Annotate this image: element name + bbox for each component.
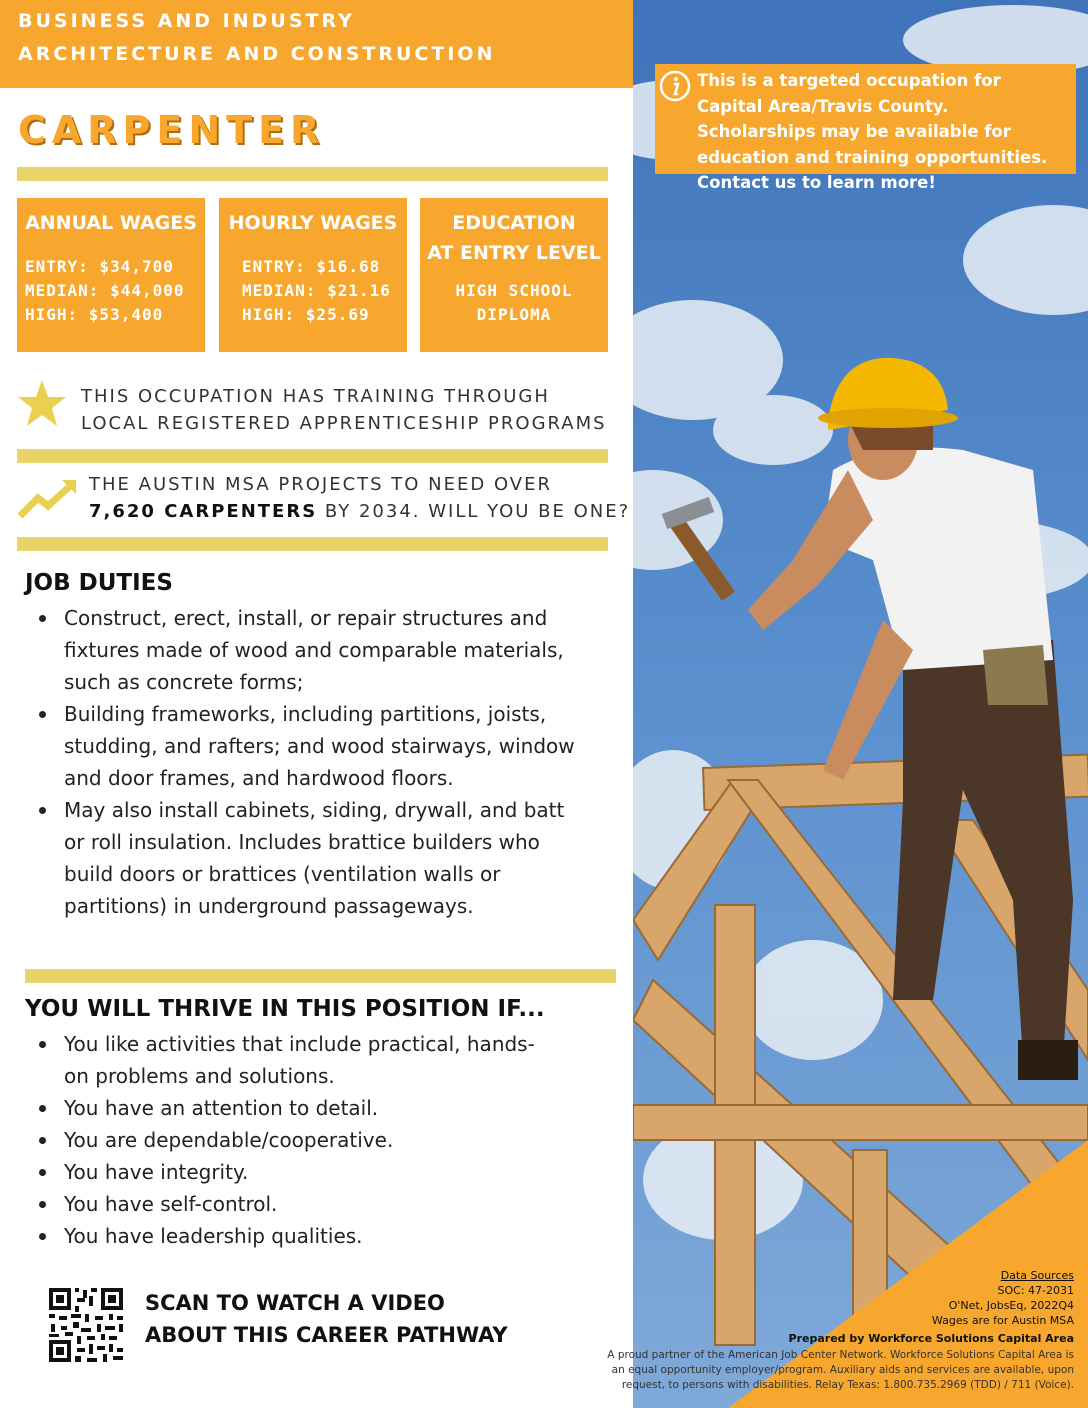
- bullet-dot: [39, 615, 46, 622]
- divider: [25, 969, 616, 983]
- education-heading-2: AT ENTRY LEVEL: [427, 242, 601, 264]
- hourly-wages-high: HIGH: $25.69: [242, 305, 370, 324]
- job-duties-list: [24, 602, 614, 922]
- job-duty-item-line: such as concrete forms;: [64, 670, 304, 694]
- data-sources-link[interactable]: Data Sources: [1000, 1269, 1074, 1282]
- carpenter-photo: [633, 0, 1088, 1408]
- apprenticeship-line-2: LOCAL REGISTERED APPRENTICESHIP PROGRAMS: [81, 413, 607, 434]
- bullet-dot: [39, 1041, 46, 1048]
- thrive-list: [24, 1028, 614, 1252]
- annual-wages-heading: ANNUAL WAGES: [25, 212, 197, 234]
- job-duty-item-line: Building frameworks, including partitions, joists,: [64, 702, 547, 726]
- scan-line-2: ABOUT THIS CAREER PATHWAY: [145, 1323, 508, 1347]
- scholarship-notice: [655, 64, 1076, 192]
- divider: [17, 537, 608, 551]
- partner-text-2: an equal opportunity employer/program. Auxiliary aids and services are available, upon: [611, 1364, 1074, 1376]
- divider: [17, 449, 608, 463]
- job-duty-item-line: partitions) in underground passageways.: [64, 894, 474, 918]
- hourly-wages-box: [219, 198, 407, 352]
- bullet-dot: [39, 807, 46, 814]
- divider: [17, 167, 608, 181]
- hourly-wages-entry: ENTRY: $16.68: [242, 257, 381, 276]
- thrive-item: [24, 1156, 614, 1188]
- prepared-by: Prepared by Workforce Solutions Capital Area: [788, 1332, 1074, 1345]
- header-category: BUSINESS AND INDUSTRY: [18, 10, 355, 32]
- thrive-item-line: on problems and solutions.: [64, 1064, 335, 1088]
- job-duty-item-line: build doors or brattices (ventilation walls or: [64, 862, 501, 886]
- thrive-item-line: You have integrity.: [64, 1160, 249, 1184]
- job-duties-heading: JOB DUTIES: [25, 570, 173, 596]
- job-duty-item-line: fixtures made of wood and comparable materials,: [64, 638, 564, 662]
- star-icon: [16, 378, 68, 428]
- sources-list: O'Net, JobsEq, 2022Q4: [948, 1299, 1074, 1312]
- job-duty-item-line: and door frames, and hardwood floors.: [64, 766, 454, 790]
- job-duty-item: [24, 602, 614, 698]
- bullet-dot: [39, 1105, 46, 1112]
- qr-code[interactable]: [47, 1286, 125, 1364]
- bullet-dot: [39, 711, 46, 718]
- annual-wages-median: MEDIAN: $44,000: [25, 281, 185, 300]
- thrive-item-line: You have leadership qualities.: [64, 1224, 363, 1248]
- page-title: CARPENTER: [18, 108, 326, 152]
- thrive-item: [24, 1028, 614, 1092]
- projection-line-1: THE AUSTIN MSA PROJECTS TO NEED OVER: [89, 474, 552, 495]
- projection-rest: BY 2034. WILL YOU BE ONE?: [317, 501, 631, 522]
- hourly-wages-median: MEDIAN: $21.16: [242, 281, 391, 300]
- carpenter-photo-illustration: [633, 0, 1088, 1408]
- projection-count: 7,620 CARPENTERS: [89, 501, 318, 522]
- bullet-dot: [39, 1137, 46, 1144]
- projection-line-2: [89, 498, 630, 525]
- thrive-heading: YOU WILL THRIVE IN THIS POSITION IF...: [25, 996, 545, 1022]
- info-icon: [659, 70, 691, 102]
- soc-code: SOC: 47-2031: [997, 1284, 1074, 1297]
- education-heading-1: EDUCATION: [452, 212, 576, 234]
- annual-wages-entry: ENTRY: $34,700: [25, 257, 174, 276]
- thrive-item: [24, 1220, 614, 1252]
- job-duty-item-line: May also install cabinets, siding, drywall, and batt: [64, 798, 565, 822]
- job-duty-item-line: Construct, erect, install, or repair structures and: [64, 606, 548, 630]
- thrive-item: [24, 1124, 614, 1156]
- job-duty-item: [24, 794, 614, 922]
- job-duty-item-line: or roll insulation. Includes brattice builders who: [64, 830, 540, 854]
- thrive-item: [24, 1092, 614, 1124]
- scholarship-notice-text: This is a targeted occupation for Capital Area/Travis County. Scholarships may be available for education and training opportunities. Contact us to learn more!: [697, 71, 1048, 192]
- header-subcategory: ARCHITECTURE AND CONSTRUCTION: [18, 43, 496, 65]
- thrive-item-line: You like activities that include practical, hands-: [64, 1032, 535, 1056]
- thrive-item-line: You have self-control.: [64, 1192, 278, 1216]
- trend-up-arrow-icon: [16, 478, 78, 520]
- scan-line-1: SCAN TO WATCH A VIDEO: [145, 1291, 445, 1315]
- annual-wages-box: [17, 198, 205, 352]
- thrive-item-line: You have an attention to detail.: [64, 1096, 379, 1120]
- education-value-1: HIGH SCHOOL: [455, 281, 573, 300]
- partner-text-3: request, to persons with disabilities. Relay Texas: 1.800.735.2969 (TDD) / 711 (Voice).: [621, 1379, 1074, 1391]
- job-duty-item: [24, 698, 614, 794]
- job-duty-item-line: studding, and rafters; and wood stairways, window: [64, 734, 575, 758]
- education-box: [420, 198, 608, 352]
- thrive-item: [24, 1188, 614, 1220]
- bullet-dot: [39, 1201, 46, 1208]
- hourly-wages-heading: HOURLY WAGES: [228, 212, 398, 234]
- bullet-dot: [39, 1169, 46, 1176]
- education-value-2: DIPLOMA: [476, 305, 552, 324]
- apprenticeship-line-1: THIS OCCUPATION HAS TRAINING THROUGH: [81, 386, 550, 407]
- bullet-dot: [39, 1233, 46, 1240]
- annual-wages-high: HIGH: $53,400: [25, 305, 164, 324]
- wages-note: Wages are for Austin MSA: [931, 1314, 1074, 1327]
- thrive-item-line: You are dependable/cooperative.: [64, 1128, 394, 1152]
- partner-text-1: A proud partner of the American Job Center Network. Workforce Solutions Capital Area is: [607, 1349, 1074, 1361]
